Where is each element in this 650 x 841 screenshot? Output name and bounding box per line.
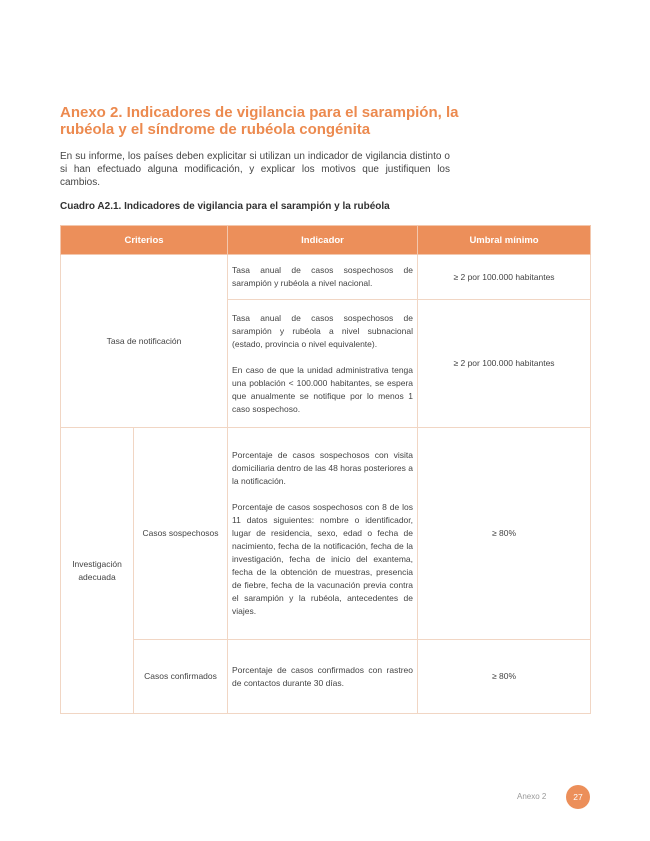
indicator-cell [228,255,418,300]
page-number-badge: 27 [566,785,590,809]
indicator-cell [228,428,418,640]
threshold-cell: ≥ 2 por 100.000 habitantes [418,300,591,428]
indicator-text: Porcentaje de casos sospechosos con 8 de los 11 datos siguientes: nombre o identificador, lugar de residencia, sexo, edad o fecha de nacimiento, fecha de la notificación, fecha de la investigación, fecha de inicio del exantema, fecha de la obtención de muestras, presencia de fiebre, fecha de la vacunación previa contra el sarampión y la rubéola, antecedentes de viajes. [232,502,414,616]
threshold-cell: ≥ 80% [418,428,591,640]
threshold-cell: ≥ 2 por 100.000 habitantes [418,255,591,300]
indicator-text: Porcentaje de casos confirmados con rastreo de contactos durante 30 días. [232,664,414,688]
table-row [61,255,591,300]
table-row [61,640,591,714]
footer-section-label: Anexo 2 [517,792,547,801]
indicator-cell [228,300,418,428]
criterion-investigation: Investigación adecuada [61,428,134,714]
subcriterion-suspected: Casos sospechosos [134,428,228,640]
indicator-text: Tasa anual de casos sospechosos de sarampión y rubéola a nivel subnacional (estado, provincia o nivel equivalente). [232,312,414,349]
indicator-text: Tasa anual de casos sospechosos de sarampión y rubéola a nivel nacional. [232,265,414,288]
table-row [61,428,591,640]
annex-title: Anexo 2. Indicadores de vigilancia para el sarampión, la rubéola y el síndrome de rubéola congénita [60,104,459,138]
indicator-text: En caso de que la unidad administrativa tenga una población < 100.000 habitantes, se espera que anualmente se notifique por lo menos 1 caso sospechoso. [232,364,414,414]
criterion-notification: Tasa de notificación [61,255,228,428]
table-caption: Cuadro A2.1. Indicadores de vigilancia para el sarampión y la rubéola [60,201,390,212]
header-criterios: Criterios [61,226,228,255]
header-indicador: Indicador [228,226,418,255]
subcriterion-confirmed: Casos confirmados [134,640,228,714]
indicator-cell [228,640,418,714]
indicator-text: Porcentaje de casos sospechosos con visita domiciliaria dentro de las 48 horas posteriores a la notificación. [232,450,414,486]
intro-paragraph: En su informe, los países deben explicitar si utilizan un indicador de vigilancia distinto o si han efectuado alguna modificación, y explicar los motivos que justifiquen los cambios. [60,151,450,188]
header-umbral: Umbral mínimo [418,226,591,255]
indicators-table [60,225,591,714]
threshold-cell: ≥ 80% [418,640,591,714]
table-header-row [61,226,591,255]
